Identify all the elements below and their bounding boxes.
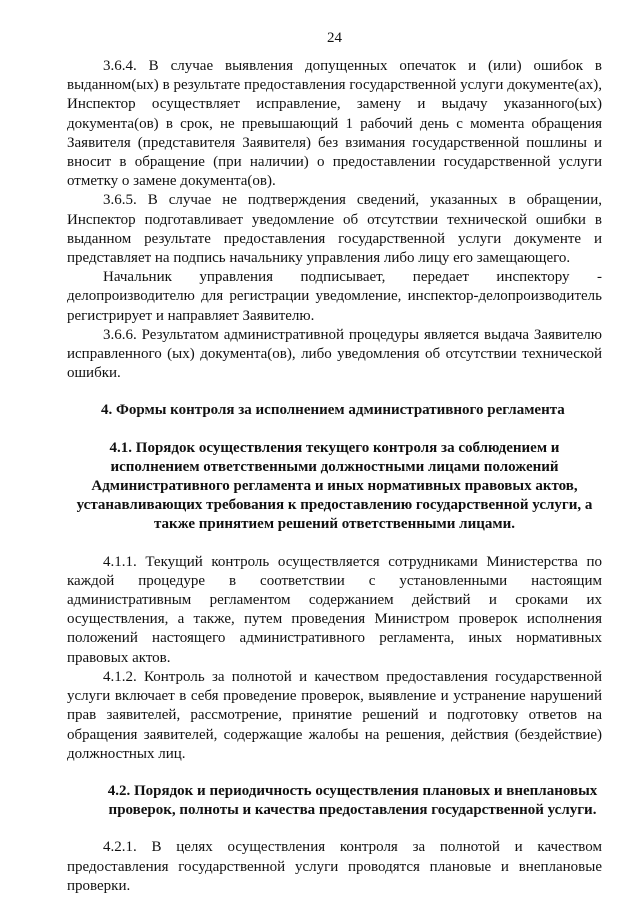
- paragraph-3-6-4: 3.6.4. В случае выявления допущенных опечаток и (или) ошибок в выданном(ых) в результате предоставления государственной услуги документе(ах), Инспектор осуществляет исправление, замену и выдачу указанного(ых) документа(ов) в срок, не превышающий 1 рабочий день с момента обращения Заявителя (представителя Заявителя) без взимания государственной пошлины и вносит в обращение (при наличии) о предоставлении государственной услуги отметку о замене документа(ов).: [67, 58, 602, 190]
- page-number: 24: [327, 30, 342, 46]
- paragraph-4-1-1: 4.1.1. Текущий контроль осуществляется сотрудниками Министерства по каждой процедуре в соответствии с установленными настоящим административным регламентом содержанием действий и сроками их осуществления, а также, путем проведения Министром проверок исполнения положений настоящего административного регламента, иных нормативных правовых актов.: [67, 553, 602, 666]
- subsection-4-1-heading: 4.1. Порядок осуществления текущего контроля за соблюдением и исполнением ответственными должностными лицами положений Административного регламента и иных нормативных правовых актов, устанавливающих требования к предоставлению государственной услуги, а также принятием решений ответственными лицами.: [76, 439, 593, 533]
- section-4-heading: 4. Формы контроля за исполнением административного регламента: [101, 402, 565, 419]
- paragraph-3-6-5: 3.6.5. В случае не подтверждения сведений, указанных в обращении, Инспектор подготавливает уведомление об отсутствии технической ошибки в выданном результате предоставления государственной услуги документе и представляет на подпись начальнику управления либо лицу его замещающего.: [67, 192, 602, 267]
- paragraph-4-2-1: 4.2.1. В целях осуществления контроля за полнотой и качеством предоставления государственной услуги проводятся плановые и внеплановые проверки.: [67, 839, 602, 894]
- subsection-4-2-heading: 4.2. Порядок и периодичность осуществления плановых и внеплановых проверок, полноты и качества предоставления государственной услуги.: [107, 782, 598, 819]
- paragraph-3-6-6: 3.6.6. Результатом административной процедуры является выдача Заявителю исправленного (ых) документа(ов), либо уведомления об отсутствии технической ошибки.: [67, 326, 602, 382]
- paragraph-4-1-2: 4.1.2. Контроль за полнотой и качеством предоставления государственной услуги включает в себя проведение проверок, выявление и устранение нарушений прав заявителей, рассмотрение, принятие решений и подготовку ответов на обращения заявителей, содержащие жалобы на решения, действия (бездействие) должностных лиц.: [67, 668, 602, 762]
- paragraph-chief-signs: Начальник управления подписывает, передает инспектору - делопроизводителю для регистрации уведомление, инспектор-делопроизводитель регистрирует и направляет Заявителю.: [67, 269, 602, 324]
